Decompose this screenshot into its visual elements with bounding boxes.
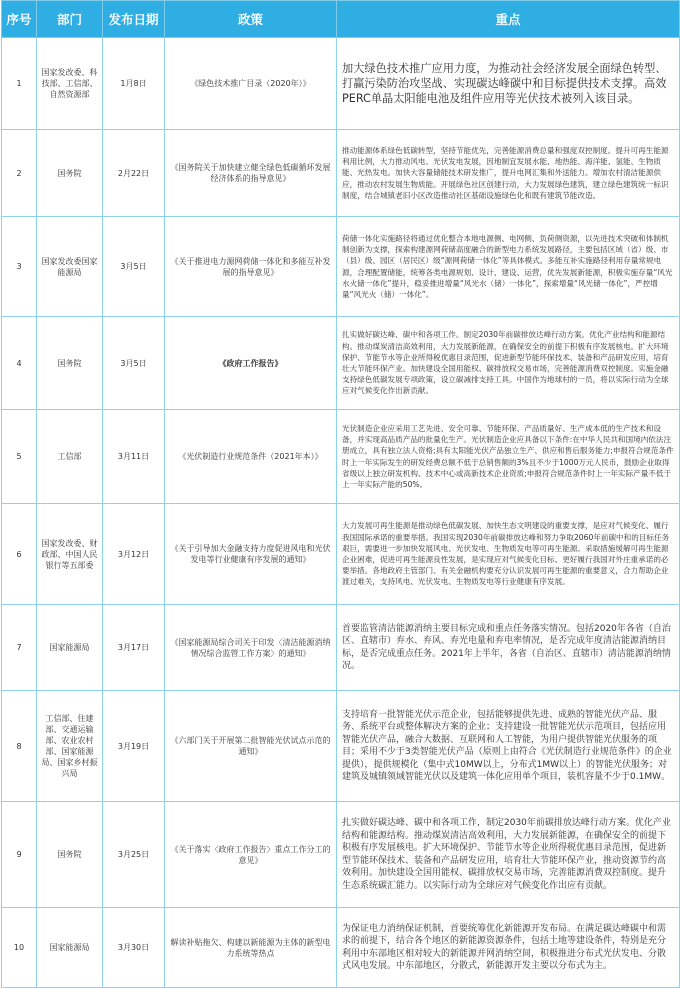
cell-dept: 国务院: [37, 317, 103, 410]
table-row: [2, 504, 680, 605]
cell-date: 3月12日: [103, 504, 165, 605]
table-row: [2, 908, 680, 988]
cell-date: 3月17日: [103, 605, 165, 691]
cell-focus: 加大绿色技术推广应用力度，为推动社会经济发展全面绿色转型、打赢污染防治攻坚战、实现碳达峰碳中和目标提供技术支撑。高效PERC单晶太阳能电池及组件应用等光伏技术被列入该目录。: [337, 38, 680, 130]
table-row: [2, 691, 680, 802]
cell-date: 3月11日: [103, 410, 165, 504]
cell-date: 2月22日: [103, 130, 165, 217]
table-row: [2, 410, 680, 504]
header-dept: 部门: [37, 1, 103, 38]
header-policy: 政策: [165, 1, 337, 38]
cell-date: 1月8日: [103, 38, 165, 130]
cell-dept: 国家能源局: [37, 908, 103, 988]
table-header-row: [2, 1, 680, 38]
cell-date: 3月25日: [103, 802, 165, 908]
cell-policy: 《关于落实〈政府工作报告〉重点工作分工的意见》: [165, 802, 337, 908]
cell-date: 3月5日: [103, 317, 165, 410]
table-row: [2, 217, 680, 317]
cell-no: 8: [2, 691, 37, 802]
table-row: [2, 38, 680, 130]
cell-no: 4: [2, 317, 37, 410]
cell-no: 7: [2, 605, 37, 691]
cell-focus: 荷储一体化实施路径将通过优化整合本地电源侧、电网侧、负荷侧资源，以先进技术突破和体制机制创新为支撑，探索构建源网荷储高度融合的新型电力系统发展路径，主要包括区域（省）级、市（县）级、园区（居民区）级“源网荷储一体化”等具体模式。多能互补实施路径利用存量常规电源，合理配置储能，统筹各类电源规划、设计、建设、运营，优先发展新能源，积极实施存量“风光水火储一体化”提升，稳妥推进增量“风光水（储）一体化”，探索增量“风光储一体化”，严控增量“风光火（储）一体化”。: [337, 217, 680, 317]
cell-dept: 国家发改委、科技部、工信部、自然资源部: [37, 38, 103, 130]
header-no: 序号: [2, 1, 37, 38]
table-row: [2, 605, 680, 691]
policy-table: [1, 0, 680, 988]
cell-no: 3: [2, 217, 37, 317]
cell-policy: 《关于推进电力源网荷储一体化和多能互补发展的指导意见》: [165, 217, 337, 317]
cell-focus: 扎实做好碳达峰、碳中和各项工作，制定2030年前碳排放达峰行动方案。优化产业结构和能源结构。推动煤炭清洁高效利用，大力发展新能源，在确保安全的前提下积极有序发展核电。扩大环境保护、节能节水等企业所得税优惠目录范围，促进新型节能环保技术、装备和产品研发应用，培育壮大节能环保产业，推动资源节约高效利用。加快建设全国用能权、碳排放权交易市场，完善能源消费双控制度。提升生态系统碳汇能力。以实际行动为全球应对气候变化作出应有贡献。: [337, 802, 680, 908]
cell-dept: 工信部、住建部、交通运输部、农业农村部、国家能源局、国家乡村振兴局: [37, 691, 103, 802]
cell-dept: 国务院: [37, 130, 103, 217]
cell-date: 3月19日: [103, 691, 165, 802]
cell-dept: 工信部: [37, 410, 103, 504]
cell-focus: 光伏制造企业应采用工艺先进、安全可靠、节能环保、产品质量好、生产成本低的生产技术和设备，并实现高品质产品的批量化生产。光伏制造企业应具备以下条件:在中华人民共和国境内依法注册成立，具有独立法人资格;具有太阳能光伏产品独立生产、供应和售后服务能力;申报符合规范条件时上一年实际发生的研发经费总额不低于总销售额的3%且不少于1000万元人民币，鼓励企业取得省级以上独立研发机构、技术中心或高新技术企业资质;申报符合规范条件时上一年实际产量不低于上一年实际产能的50%。: [337, 410, 680, 504]
table-row: [2, 130, 680, 217]
cell-policy: 《政府工作报告》: [165, 317, 337, 410]
cell-no: 6: [2, 504, 37, 605]
cell-focus: 首要监管清洁能源消纳主要目标完成和重点任务落实情况。包括2020年各省（自治区、直辖市）弃水、弃风、弃光电量和弃电率情况，是否完成年度清洁能源消纳目标，是否完成重点任务。2021年上半年，各省（自治区、直辖市）清洁能源消纳情况。: [337, 605, 680, 691]
cell-policy: 《绿色技术推广目录（2020年）》: [165, 38, 337, 130]
cell-policy: 《关于引导加大金融支持力度促进风电和光伏发电等行业健康有序发展的通知》: [165, 504, 337, 605]
cell-dept: 国家发改委、财政部、中国人民银行等五部委: [37, 504, 103, 605]
cell-dept: 国家发改委国家能源局: [37, 217, 103, 317]
cell-no: 9: [2, 802, 37, 908]
cell-policy: 《光伏制造行业规范条件（2021年本）》: [165, 410, 337, 504]
header-focus: 重点: [337, 1, 680, 38]
cell-policy: 《国家能源局综合司关于印发〈清洁能源消纳情况综合监管工作方案〉的通知》: [165, 605, 337, 691]
cell-date: 3月30日: [103, 908, 165, 988]
cell-date: 3月5日: [103, 217, 165, 317]
cell-focus: 支持培育一批智能光伏示范企业，包括能够提供先进、成熟的智能光伏产品、服务、系统平台或整体解决方案的企业；支持建设一批智能光伏示范项目，包括应用智能光伏产品，融合大数据、互联网和人工智能，为用户提供智能光伏服务的项目；采用不少于3类智能光伏产品（原则上由符合《光伏制造行业规范条件》的企业提供），提供规模化（集中式10MW以上，分布式1MW以上）的智能光伏服务；对建筑及城镇领域智能光伏以及建筑一体化应用单个项目，装机容量不少于0.1MW。: [337, 691, 680, 802]
cell-focus: 大力发展可再生能源是推动绿色低碳发展、加快生态文明建设的重要支撑，是应对气候变化、履行我国国际承诺的重要举措。我国实现2030年前碳排放达峰和努力争取2060年前碳中和的目标任务艰巨，需要进一步加快发展风电、光伏发电、生物质发电等可再生能源。采取措施缓解可再生能源企业困难，促进可再生能源良性发展，是实现应对气候变化目标、更好履行我国对外庄重承诺的必要举措。各地政府主管部门、有关金融机构要充分认识发展可再生能源的重要意义，合力帮助企业渡过难关，支持风电、光伏发电、生物质发电等行业健康有序发展。: [337, 504, 680, 605]
cell-no: 1: [2, 38, 37, 130]
cell-policy: 《国务院关于加快建立健全绿色低碳循环发展经济体系的指导意见》: [165, 130, 337, 217]
cell-dept: 国家能源局: [37, 605, 103, 691]
cell-dept: 国务院: [37, 802, 103, 908]
table-row: [2, 802, 680, 908]
header-date: 发布日期: [103, 1, 165, 38]
cell-no: 5: [2, 410, 37, 504]
cell-no: 10: [2, 908, 37, 988]
cell-policy: 《六部门关于开展第二批智能光伏试点示范的通知》: [165, 691, 337, 802]
table-row: [2, 317, 680, 410]
cell-policy: 解读补贴拖欠、构建以新能源为主体的新型电力系统等热点: [165, 908, 337, 988]
cell-no: 2: [2, 130, 37, 217]
cell-focus: 扎实做好碳达峰、碳中和各项工作。制定2030年前碳排放达峰行动方案。优化产业结构和能源结构。推动煤炭清洁高效利用，大力发展新能源，在确保安全的前提下积极有序发展核电。扩大环境保护、节能节水等企业所得税优惠目录范围，促进新型节能环保技术、装备和产品研发应用，培育壮大节能环保产业。加快建设全国用能权、碳排放权交易市场，完善能源消费双控制度。实施金融支持绿色低碳发展专项政策，设立碳减排支持工具。中国作为地球村的一员，将以实际行动为全球应对气候变化作出新贡献。: [337, 317, 680, 410]
cell-focus: 为保证电力消纳保证机制，首要统筹优化新能源开发布局。在满足碳达峰碳中和需求的前提下，结合各个地区的新能源资源条件，包括土地等建设条件，特别是充分利用中东部地区相对较大的新能源并网消纳空间，积极推进分布式光伏发电、分散式风电发展。中东部地区，分散式，新能源开发主要以分布式为主。: [337, 908, 680, 988]
cell-focus: 推动能源体系绿色低碳转型，坚持节能优先，完善能源消费总量和强度双控制度。提升可再生能源利用比例，大力推动风电、光伏发电发展，因地制宜发展水能、地热能、海洋能、氢能、生物质能、光热发电。加快大容量储能技术研发推广，提升电网汇集和外送能力。增加农村清洁能源供应，推动农村发展生物质能。开展绿色社区创建行动，大力发展绿色建筑，建立绿色建筑统一标识制度，结合城镇老旧小区改造推动社区基础设施绿色化和既有建筑节能改造。: [337, 130, 680, 217]
